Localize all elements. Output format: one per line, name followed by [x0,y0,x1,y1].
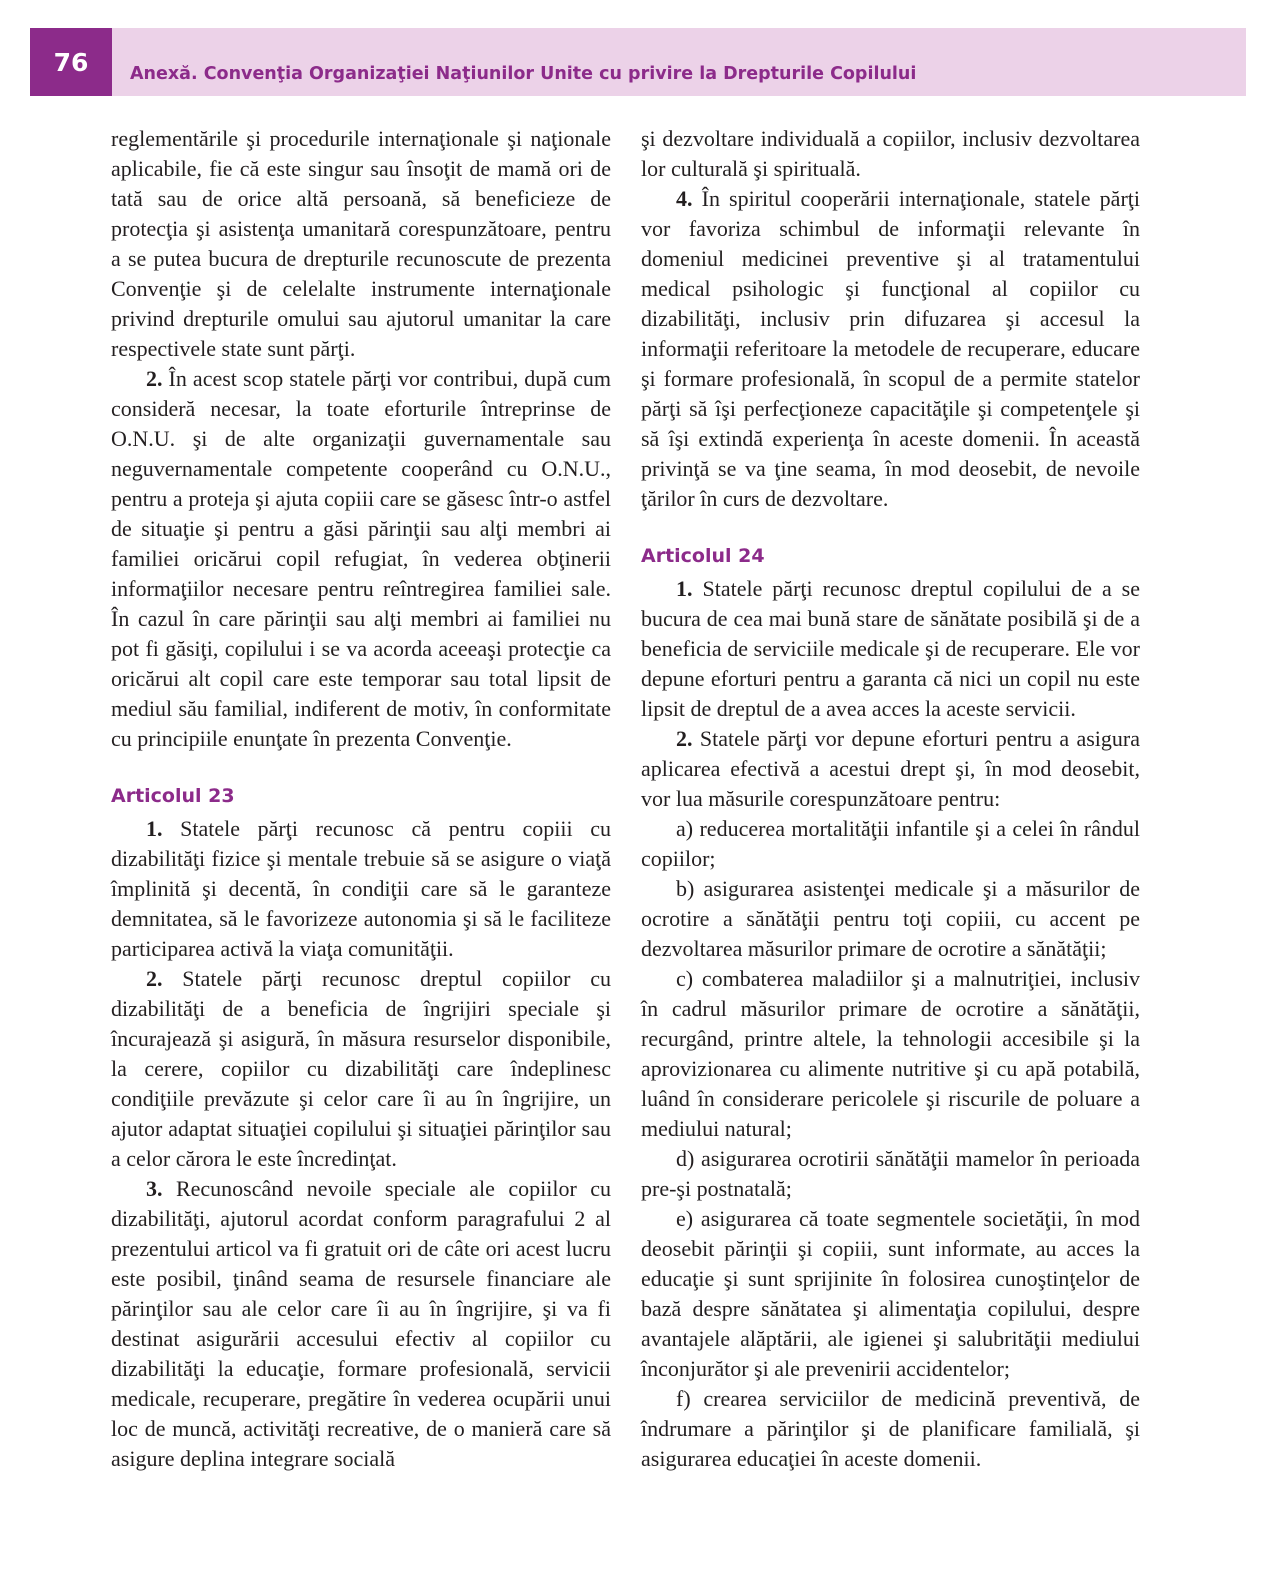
paragraph [111,1174,611,1474]
page-header [30,28,1246,96]
paragraph-text: În spiritul cooperării internaţionale, statele părţi vor favoriza schimbul de informaţii relevante în domeniul medicinei preventive şi al tratamentului medical psihologic şi funcţional al copiilor cu dizabilităţi, inclusiv prin difuzarea şi accesul la informaţii referitoare la metodele de recuperare, educare şi formare profesională, în scopul de a permite statelor părţi să îşi perfecţioneze capacităţile şi competenţele şi să îşi extindă experienţa în aceste domenii. În această privinţă se va ţine seama, în mod deosebit, de nevoile ţărilor în curs de dezvoltare. [641,186,1140,511]
paragraph-text: Statele părţi recunosc că pentru copiii cu dizabilităţi fizice şi mentale trebuie să se asigure o viaţă împlinită şi decentă, în condiţii care să le garanteze demnitatea, să le favorizeze autonomia şi să le faciliteze participarea activă la viaţa comunităţii. [111,816,611,961]
paragraph-number: 1. [676,576,693,601]
paragraph-number: 1. [146,816,163,841]
paragraph [111,964,611,1174]
paragraph-number: 4. [676,186,693,211]
paragraph-text: Recunoscând nevoile speciale ale copiilor cu dizabilităţi, ajutorul acordat conform paragrafului 2 al prezentului articol va fi gratuit ori de câte ori acest lucru este posibil, ţinând seama de resursele financiare ale părinţilor sau ale celor care îi au în îngrijire, şi va fi destinat asigurării accesului efectiv al copiilor cu dizabilităţi la educaţie, formare profesională, servicii medicale, recuperare, pregătire în vederea ocupării unui loc de muncă, activităţi recreative, de o manieră care să asigure deplina integrare socială [111,1176,611,1471]
article-heading-23: Articolul 23 [111,785,235,807]
paragraph-text: În acest scop statele părţi vor contribui, după cum consideră necesar, la toate eforturile întreprinse de O.N.U. şi de alte organizaţii guvernamentale sau neguvernamentale competente cooperând cu O.N.U., pentru a proteja şi ajuta copiii care se găsesc într-o astfel de situaţie şi pentru a găsi părinţii sau alţi membri ai familiei oricărui copil refugiat, în vederea obţinerii informaţiilor necesare pentru reîntregirea familiei sale. În cazul în care părinţii sau alţi membri ai familiei nu pot fi găsiţi, copilului i se va acorda aceeaşi protecţie ca oricărui alt copil care este temporar sau total lipsit de mediul său familial, indiferent de motiv, în conformitate cu principiile enunţate în prezenta Convenţie. [111,366,611,751]
list-item: f) crearea serviciilor de medicină preventivă, de îndrumare a părinţilor şi de planificare familială, şi asigurarea educaţiei în aceste domenii. [641,1386,1140,1471]
paragraph [111,364,611,754]
list-item: a) reducerea mortalităţii infantile şi a celei în rândul copiilor; [641,816,1140,871]
paragraph: şi dezvoltare individuală a copiilor, inclusiv dezvoltarea lor culturală şi spirituală. [641,126,1140,181]
list-item: e) asigurarea că toate segmentele societăţii, în mod deosebit părinţii şi copiii, sunt informate, au acces la educaţie şi sunt sprijinite în folosirea cunoştinţelor de bază despre sănătatea şi alimentaţia copilului, despre avantajele alăptării, ale igienei şi salubrităţii mediului înconjurător şi ale prevenirii accidentelor; [641,1206,1140,1381]
paragraph-text: Statele părţi recunosc dreptul copiilor cu dizabilităţi de a beneficia de îngrijiri speciale şi încurajează şi asigură, în măsura resurselor disponibile, la cerere, copiilor cu dizabilităţi care îndeplinesc condiţiile prevăzute şi celor care îi au în îngrijire, un ajutor adaptat situaţiei copilului şi situaţiei părinţilor sau a celor cărora le este încredinţat. [111,966,611,1171]
paragraph-text: Statele părţi recunosc dreptul copilului de a se bucura de cea mai bună stare de sănătate posibilă şi de a beneficia de serviciile medicale şi de recuperare. Ele vor depune eforturi pentru a garanta că nici un copil nu este lipsit de dreptul de a avea acces la aceste servicii. [641,576,1140,721]
article-heading-24: Articolul 24 [641,545,765,567]
running-header-title: Anexă. Convenţia Organizaţiei Naţiunilor Unite cu privire la Drepturile Copilului [130,64,917,84]
list-item: c) combaterea maladiilor şi a malnutriţiei, inclusiv în cadrul măsurilor primare de ocrotire a sănătăţii, recurgând, printre altele, la tehnologii accesibile şi la aprovizionarea cu alimente nutritive şi cu apă potabilă, luând în considerare pericolele şi riscurile de poluare a mediului natural; [641,966,1140,1141]
paragraph: reglementările şi procedurile internaţionale şi naţionale aplicabile, fie că este singur sau însoţit de mamă ori de tată sau de orice altă persoană, să beneficieze de protecţia şi asistenţa umanitară corespunzătoare, pentru a se putea bucura de drepturile recunoscute de prezenta Convenţie şi de celelalte instrumente internaţionale privind drepturile omului sau ajutorul umanitar la care respectivele state sunt părţi. [111,126,611,361]
paragraph [641,724,1140,814]
left-column [111,124,611,1474]
paragraph [641,184,1140,514]
paragraph [111,814,611,964]
paragraph-number: 2. [146,366,163,391]
paragraph [641,574,1140,724]
paragraph-number: 3. [146,1176,163,1201]
paragraph-number: 2. [146,966,163,991]
list-item: d) asigurarea ocrotirii sănătăţii mamelor în perioada pre-şi postnatală; [641,1146,1140,1201]
paragraph-text: Statele părţi vor depune eforturi pentru a asigura aplicarea efectivă a acestui drept şi, în mod deosebit, vor lua măsurile corespunzătoare pentru: [641,726,1140,811]
page-number: 76 [30,28,112,96]
right-column [641,124,1140,1474]
list-item: b) asigurarea asistenţei medicale şi a măsurilor de ocrotire a sănătăţii pentru toţi copiii, cu accent pe dezvoltarea măsurilor primare de ocrotire a sănătăţii; [641,876,1140,961]
paragraph-number: 2. [676,726,693,751]
